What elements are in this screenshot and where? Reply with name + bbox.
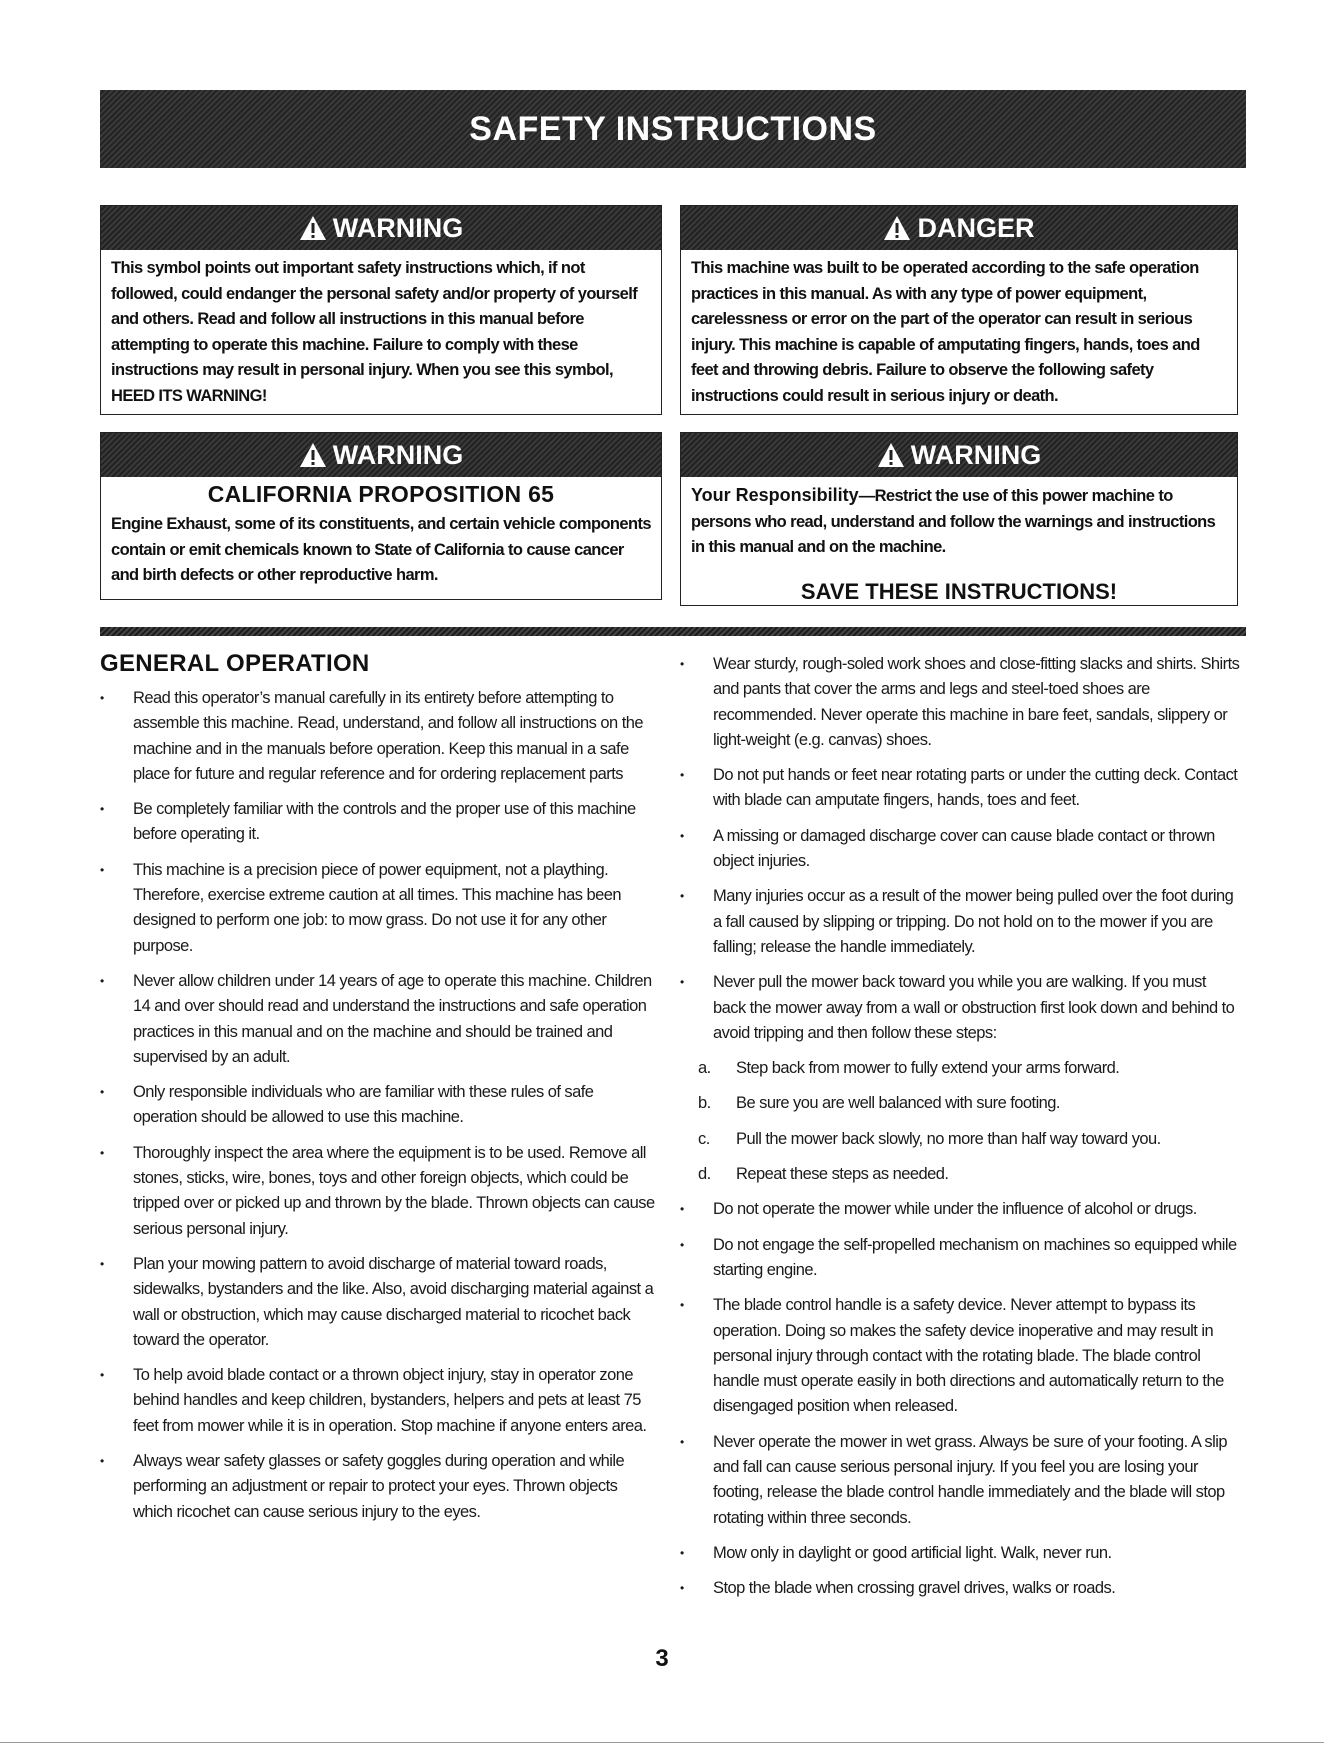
step-text: Be sure you are well balanced with sure footing. <box>736 1094 1060 1113</box>
step-text: Pull the mower back slowly, no more than half way toward you. <box>736 1129 1161 1148</box>
bullet-item: • A missing or damaged discharge cover can cause blade contact or thrown object injuries. <box>680 824 1242 875</box>
step-item <box>680 1162 1242 1187</box>
bullet-item: • Plan your mowing pattern to avoid discharge of material toward roads, sidewalks, bystanders and the like. Also, avoid discharging material against a wall or obstruction, which may cause discharged material to ricochet back toward the operator. <box>100 1252 660 1353</box>
responsibility-lead: Your Responsibility <box>691 485 859 505</box>
danger-header <box>681 206 1237 250</box>
right-column <box>680 652 1242 1612</box>
step-item <box>680 1056 1242 1081</box>
step-letter: a. <box>698 1059 711 1078</box>
page-number: 3 <box>655 1645 669 1672</box>
step-letter: d. <box>698 1165 711 1184</box>
warning-text: This symbol points out important safety instructions which, if not followed, could endanger the personal safety and/or property of yourself and others. Read and follow all instructions in this manual before attempting to operate this machine. Failure to comply with these instructions may result in personal injury. When you see this symbol, HEED ITS WARNING! <box>111 259 638 405</box>
bullet-item: • Wear sturdy, rough-soled work shoes and close-fitting slacks and shirts. Shirts and pants that cover the arms and legs and steel-toed shoes are recommended. Never operate this machine in bare feet, sandals, slippery or light-weight (e.g. canvas) shoes. <box>680 652 1242 753</box>
step-letter: c. <box>698 1129 710 1148</box>
bullet-item: • Be completely familiar with the controls and the proper use of this machine before operating it. <box>100 797 660 848</box>
warning-triangle-icon <box>883 215 911 241</box>
warning-box-prop65 <box>100 432 662 600</box>
danger-box <box>680 205 1238 415</box>
prop65-subtitle: CALIFORNIA PROPOSITION 65 <box>207 481 555 507</box>
bullet-item: • This machine is a precision piece of power equipment, not a plaything. Therefore, exercise extreme caution at all times. This machine has been designed to perform one job: to mow grass. Do not use it for any other purpose. <box>100 858 660 959</box>
warning-box-symbol <box>100 205 662 415</box>
steps-list <box>680 1056 1242 1187</box>
step-text: Step back from mower to fully extend your arms forward. <box>736 1059 1120 1078</box>
bullet-item: • Read this operator’s manual carefully in its entirety before attempting to assemble this machine. Read, understand, and follow all instructions on the machine and in the manuals before operation. Keep this manual in a safe place for future and regular reference and for ordering replacement parts <box>100 686 660 787</box>
right-bullet-list-a <box>680 652 1242 1046</box>
prop65-text: Engine Exhaust, some of its constituents, and certain vehicle components contain or emit chemicals known to State of California to cause cancer and birth defects or other reproductive harm. <box>111 515 651 584</box>
bullet-item: • Mow only in daylight or good artificial light. Walk, never run. <box>680 1541 1242 1566</box>
bullet-item: • Never pull the mower back toward you while you are walking. If you must back the mower away from a wall or obstruction first look down and behind to avoid tripping and then follow these steps: <box>680 970 1242 1046</box>
right-bullet-list-b <box>680 1197 1242 1601</box>
step-item <box>680 1127 1242 1152</box>
left-column <box>100 686 660 1535</box>
bullet-item: • Never allow children under 14 years of age to operate this machine. Children 14 and over should read and understand the instructions and safe operation practices in this manual and on the machine and should be trained and supervised by an adult. <box>100 969 660 1070</box>
bullet-item: • To help avoid blade contact or a thrown object injury, stay in operator zone behind handles and keep children, bystanders, helpers and pets at least 75 feet from mower while it is in operation. Stop machine if anyone enters area. <box>100 1363 660 1439</box>
danger-label: DANGER <box>917 212 1035 243</box>
step-letter: b. <box>698 1094 711 1113</box>
warning-triangle-icon <box>877 442 905 468</box>
bullet-item: • Only responsible individuals who are familiar with these rules of safe operation should be allowed to use this machine. <box>100 1080 660 1131</box>
bullet-item: • Do not put hands or feet near rotating parts or under the cutting deck. Contact with blade can amputate fingers, hands, toes and feet. <box>680 763 1242 814</box>
warning-label: WARNING <box>332 212 464 243</box>
bullet-item: • Many injuries occur as a result of the mower being pulled over the foot during a fall caused by slipping or tripping. Do not hold on to the mower if you are falling; release the handle immediately. <box>680 884 1242 960</box>
bullet-item: • Thoroughly inspect the area where the equipment is to be used. Remove all stones, sticks, wire, bones, toys and other foreign objects, which could be tripped over or picked up and thrown by the blade. Thrown objects can cause serious personal injury. <box>100 1141 660 1242</box>
warning-label: WARNING <box>910 439 1042 470</box>
step-item <box>680 1091 1242 1116</box>
section-heading: GENERAL OPERATION <box>100 650 370 677</box>
warning-box-responsibility <box>680 432 1238 606</box>
bullet-item: • The blade control handle is a safety device. Never attempt to bypass its operation. Doing so makes the safety device inoperative and may result in personal injury through contact with the rotating blade. The blade control handle must operate easily in both directions and automatically return to the disengaged position when released. <box>680 1293 1242 1419</box>
page-title: SAFETY INSTRUCTIONS <box>469 109 877 148</box>
save-instructions: SAVE THESE INSTRUCTIONS! <box>800 578 1118 604</box>
warning-header <box>101 206 661 250</box>
warning-triangle-icon <box>299 442 327 468</box>
section-divider <box>100 627 1246 636</box>
title-banner <box>100 90 1246 168</box>
step-text: Repeat these steps as needed. <box>736 1165 949 1184</box>
bullet-item: • Stop the blade when crossing gravel drives, walks or roads. <box>680 1576 1242 1601</box>
danger-text: This machine was built to be operated according to the safe operation practices in this manual. As with any type of power equipment, carelessness or error on the part of the operator can result in serious injury. This machine is capable of amputating fingers, hands, toes and feet and throwing debris. Failure to observe the following safety instructions could result in serious injury or death. <box>691 259 1200 405</box>
warning-triangle-icon <box>299 215 327 241</box>
bullet-item: • Always wear safety glasses or safety goggles during operation and while performing an adjustment or repair to protect your eyes. Thrown objects which ricochet can cause serious injury to the eyes. <box>100 1449 660 1525</box>
warning-header <box>681 433 1237 477</box>
warning-label: WARNING <box>332 439 464 470</box>
warning-header <box>101 433 661 477</box>
responsibility-text <box>681 477 1237 565</box>
bullet-item: • Do not engage the self-propelled mechanism on machines so equipped while starting engine. <box>680 1233 1242 1284</box>
bullet-item: • Do not operate the mower while under the influence of alcohol or drugs. <box>680 1197 1242 1222</box>
responsibility-body: —Restrict the use of this power machine to persons who read, understand and follow the warnings and instructions in this manual and on the machine. <box>691 487 1216 556</box>
bullet-item: • Never operate the mower in wet grass. Always be sure of your footing. A slip and fall can cause serious personal injury. If you feel you are losing your footing, release the blade control handle immediately and the blade will stop rotating within three seconds. <box>680 1430 1242 1531</box>
left-bullet-list <box>100 686 660 1525</box>
page-edge <box>0 1742 1324 1743</box>
